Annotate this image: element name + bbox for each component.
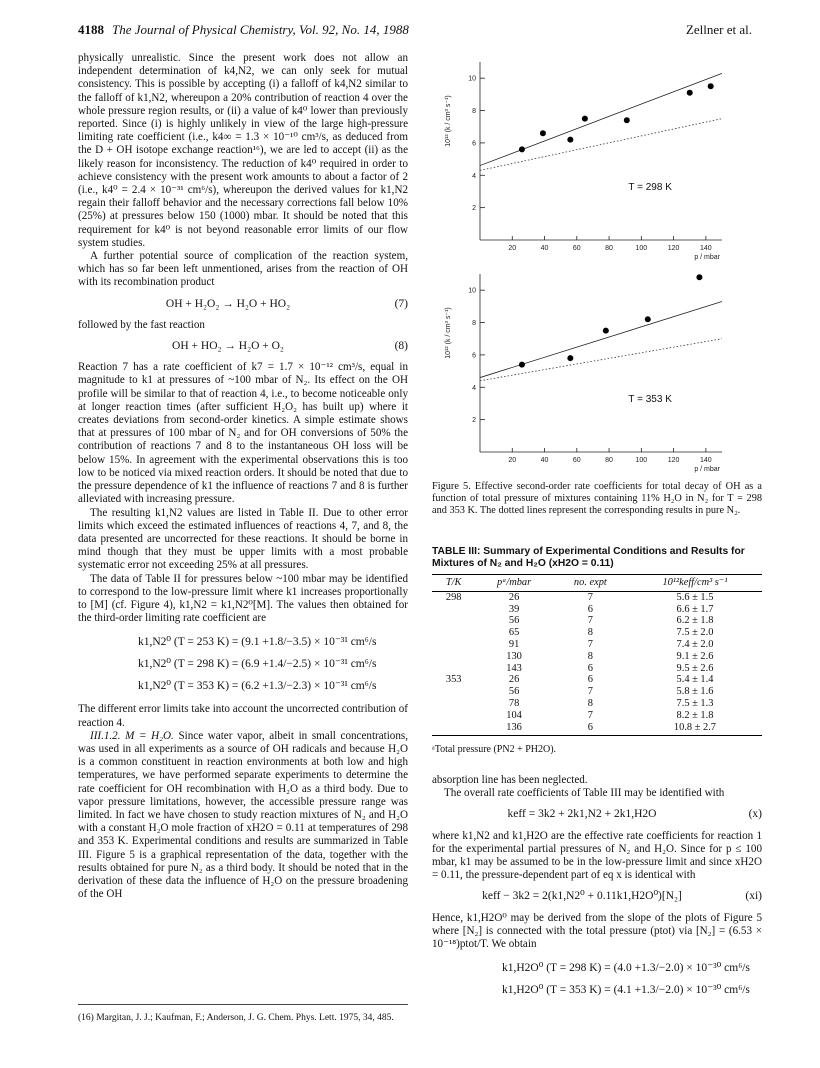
data-point <box>603 328 609 334</box>
author-header: Zellner et al. <box>685 22 752 37</box>
plot-353k <box>432 268 762 478</box>
table-row <box>432 686 762 698</box>
journal-name: The Journal of Physical Chemistry, Vol. 92, No. 14, 1988 <box>112 22 409 37</box>
equation-x <box>432 808 762 821</box>
y-tick-label: 2 <box>472 417 476 425</box>
table-cell: 8 <box>587 627 593 639</box>
equation-text: keff − 3k2 = 2(k1,N2⁰ + 0.11k1,H2O⁰)[N₂] <box>482 890 682 903</box>
data-point <box>696 274 702 280</box>
pure-n2-dotted-line <box>480 339 722 381</box>
table-cell: 91 <box>508 638 520 650</box>
equation-number: (x) <box>748 808 762 821</box>
table-title: TABLE III: Summary of Experimental Conditions and Results for Mixtures of N₂ and H₂O (xH2O = 0.11) <box>432 546 745 570</box>
paragraph: where k1,N2 and k1,H2O are the effective rate coefficients for reaction 1 for the experimental partial pressures of N₂ and H₂O. Since for p ≤ 100 mbar, k1 may be assumed to be in the low-pressure limit and since xH2O = 0.11, the pressure-dependent part of eq x is identical with <box>432 829 762 882</box>
table-row <box>432 710 762 722</box>
x-tick-label: 140 <box>700 245 712 252</box>
x-axis-label: p / mbar <box>694 466 720 473</box>
data-point <box>582 116 588 122</box>
paragraph: absorption line has been neglected. <box>432 774 588 786</box>
figure-caption: Figure 5. Effective second-order rate coefficients for total decay of OH as a function of total pressure of mixtures containing 11% H₂O in N₂ for T = 298 and 353 K. The dotted lines represent the corresponding results in pure N₂. <box>432 481 762 517</box>
y-tick-label: 10 <box>468 287 476 295</box>
table-cell <box>432 710 475 722</box>
table-cell: 56 <box>508 686 520 698</box>
fit-line <box>480 73 722 165</box>
equation-7 <box>78 298 408 311</box>
data-point <box>567 137 573 143</box>
table-cell <box>432 686 475 698</box>
table-header: T/K <box>432 575 475 592</box>
rate-coefficient-list <box>138 631 408 697</box>
y-axis-label: 10¹² (k / cm³ s⁻¹) <box>445 95 452 147</box>
x-tick-label: 20 <box>508 457 517 464</box>
y-tick-label: 6 <box>472 140 476 148</box>
table-row <box>432 722 762 736</box>
table-cell: 353 <box>445 674 462 686</box>
table-cell: 7 <box>587 638 593 650</box>
table-row <box>432 627 762 639</box>
table-row <box>432 639 762 651</box>
pure-n2-dotted-line <box>480 119 722 171</box>
paragraph: The resulting k1,N2 values are listed in Table II. Due to other error limits which exceed the estimated influences of reactions 4, 7, and 8, the data presented are uncorrected for these reactions. It should be borne in mind though that they must be upper limits with a most probable systematic error not exceeding 25% at all pressures. <box>78 506 408 572</box>
table-cell: 26 <box>508 591 520 603</box>
table-cell: 78 <box>508 697 520 709</box>
table-row <box>432 591 762 603</box>
table-cell <box>432 651 475 663</box>
table-cell: 130 <box>506 650 522 662</box>
x-tick-label: 80 <box>605 245 613 252</box>
paragraph: followed by the fast reaction <box>78 318 205 331</box>
figure-5-bottom <box>432 268 762 478</box>
table-cell: 39 <box>508 603 520 615</box>
result-298k: k1,H2O⁰ (T = 298 K) = (4.0 +1.3/−2.0) × 10⁻³⁰ cm⁶/s <box>502 962 750 975</box>
section-label: III.1.2. M = H₂O. <box>90 729 174 742</box>
y-tick-label: 10 <box>468 75 476 83</box>
table-cell: 9.5 ± 2.6 <box>676 662 714 674</box>
data-point <box>645 316 651 322</box>
rate-253k: k1,N2⁰ (T = 253 K) = (9.1 +1.8/−3.5) × 10⁻³¹ cm⁶/s <box>138 636 377 649</box>
result-353k: k1,H2O⁰ (T = 353 K) = (4.1 +1.3/−2.0) × 10⁻³⁰ cm⁶/s <box>502 984 750 997</box>
paragraph: Reaction 7 has a rate coefficient of k7 = 1.7 × 10⁻¹² cm³/s, equal in magnitude to k1 at pressures of ~100 mbar of N₂. Its effect on the OH profile will be similar to that of reaction 4, i.e., to become noticeable only at longer reaction times (after sufficient H₂O₂ has built up) where it creates deviations from second-order kinetics. A simple estimate shows that at pressures of 100 mbar of N₂ and for OH conversions of 50% the contribution of reactions 7 and 8 to the instantaneous OH loss will be below 15%. In agreement with the experimental observations this is too low to be noticed via mixed reaction orders. It should be noted that due to the pressure dependence of k1 the influence of reactions 7 and 8 is further alleviated with increasing pressure. <box>78 361 408 506</box>
data-point <box>540 130 546 136</box>
table-cell: 65 <box>508 627 520 639</box>
equation-text: OH + H₂O₂ → H₂O + HO₂ <box>165 297 291 310</box>
y-tick-label: 6 <box>472 352 476 360</box>
equation-8 <box>78 340 408 353</box>
left-column <box>78 52 408 901</box>
table-cell <box>432 604 475 616</box>
footnote: (16) Margitan, J. J.; Kaufman, F.; Anderson, J. G. Chem. Phys. Lett. 1975, 34, 485. <box>78 1004 408 1024</box>
x-tick-label: 40 <box>540 457 549 464</box>
y-tick-label: 2 <box>472 205 476 213</box>
paragraph: The different error limits take into account the uncorrected contribution of reaction 4. <box>78 703 408 729</box>
table-cell: 7 <box>587 615 593 627</box>
table-row <box>432 604 762 616</box>
table-cell: 9.1 ± 2.6 <box>676 650 714 662</box>
table-cell: 7.5 ± 2.0 <box>676 627 714 639</box>
table-cell: 7 <box>587 686 593 698</box>
table-cell: 8 <box>587 697 593 709</box>
table-cell <box>432 663 475 675</box>
data-point <box>687 90 693 96</box>
rate-298k: k1,N2⁰ (T = 298 K) = (6.9 +1.4/−2.5) × 10⁻³¹ cm⁶/s <box>138 658 377 671</box>
table-cell: 298 <box>445 591 462 603</box>
running-header <box>78 22 409 38</box>
table-cell: 7.4 ± 2.0 <box>676 638 714 650</box>
table-cell: 7 <box>587 709 593 721</box>
temperature-label: T = 353 K <box>628 393 672 405</box>
table-cell: 7 <box>587 591 593 603</box>
table-header: pᵃ/mbar <box>475 575 552 592</box>
equation-text: keff = 3k2 + 2k1,N2 + 2k1,H2O <box>507 808 657 821</box>
table-cell: 5.6 ± 1.5 <box>676 591 714 603</box>
table-row <box>432 651 762 663</box>
figure-5-top <box>432 56 762 266</box>
x-axis-label: p / mbar <box>694 254 720 261</box>
section-text: Since water vapor, albeit in small concentrations, was used in all experiments as a source of OH radicals and because H₂O is a common constituent in reaction environments at both low and high temperatures, we have performed separate experiments to determine the rate coefficient for OH recombination with H₂O as a third body. Due to vapor pressure limitations, however, the accessible pressure range was limited. In fact we have chosen to study reaction mixtures of N₂ and H₂O with a constant H₂O mole fraction of xH2O = 0.11 at temperatures of 298 and 353 K. Experimental conditions and results are summarized in Table III. Figure 5 is a graphical representation of the data, together with the results obtained for pure N₂ as a third body. It should be noted that in the derivation of these data the influence of H₂O on the pressure broadening of the OH <box>78 729 408 901</box>
y-tick-label: 8 <box>472 320 476 328</box>
equation-number: (8) <box>394 340 408 353</box>
right-column-body <box>432 774 762 1007</box>
x-tick-label: 100 <box>635 245 648 252</box>
x-tick-label: 80 <box>605 457 613 464</box>
paragraph: Hence, k1,H2O⁰ may be derived from the slope of the plots of Figure 5 where [N₂] is connected with the total pressure (ptot) via [N₂] = (6.53 × 10⁻¹⁸)ptot/T. We obtain <box>432 911 762 951</box>
data-point <box>624 117 630 123</box>
table-cell: 143 <box>506 662 522 674</box>
table-cell: 5.8 ± 1.6 <box>676 686 714 698</box>
table-row <box>432 615 762 627</box>
paragraph <box>78 730 408 902</box>
table-cell: 6.2 ± 1.8 <box>676 615 714 627</box>
data-point <box>519 146 525 152</box>
x-tick-label: 140 <box>700 457 712 464</box>
data-point <box>519 362 525 368</box>
x-tick-label: 120 <box>667 457 680 464</box>
paragraph: The overall rate coefficients of Table III may be identified with <box>444 787 725 800</box>
x-tick-label: 120 <box>667 245 680 252</box>
paragraph: A further potential source of complication of the reaction system, which has so far been left unmentioned, arises from the reaction of OH with its recombination product <box>78 250 408 289</box>
table-footnote: ᵃTotal pressure (PN2 + PH2O). <box>432 744 557 755</box>
table-header-row <box>432 575 762 592</box>
data-point <box>708 83 714 89</box>
table-body <box>432 591 762 736</box>
y-tick-label: 4 <box>472 384 476 392</box>
table-cell: 10.8 ± 2.7 <box>628 722 762 736</box>
table-cell: 26 <box>508 674 520 686</box>
table-cell: 8.2 ± 1.8 <box>676 709 714 721</box>
table-cell: 6.6 ± 1.7 <box>676 603 714 615</box>
temperature-label: T = 298 K <box>628 181 672 193</box>
table-cell: 136 <box>475 722 552 736</box>
table-iii <box>432 574 762 736</box>
fit-line <box>480 302 722 378</box>
x-tick-label: 60 <box>572 457 581 464</box>
table-cell: 6 <box>587 662 593 674</box>
table-cell: 8 <box>587 650 593 662</box>
table-cell: 56 <box>508 615 520 627</box>
x-tick-label: 40 <box>540 245 549 252</box>
equation-number: (xi) <box>745 890 762 903</box>
table-header: no. expt <box>553 575 628 592</box>
x-tick-label: 100 <box>635 457 648 464</box>
paragraph: The data of Table II for pressures below ~100 mbar may be identified to correspond to the low-pressure limit where k1 increases proportionally to [M] (cf. Figure 4), k1,N2 = k1,N2⁰[M]. The values then obtained for the third-order limiting rate coefficient are <box>78 572 408 625</box>
table-cell: 6 <box>587 603 593 615</box>
table-cell: 7.5 ± 1.3 <box>676 697 714 709</box>
table-cell: 6 <box>553 722 628 736</box>
table-row <box>432 674 762 686</box>
table-row <box>432 698 762 710</box>
table-row <box>432 663 762 675</box>
equation-text: OH + HO₂ → H₂O + O₂ <box>172 340 284 353</box>
y-tick-label: 8 <box>472 108 476 116</box>
data-point <box>567 355 573 361</box>
equation-number: (7) <box>394 297 408 310</box>
page-number: 4188 <box>78 22 104 37</box>
table-cell <box>432 698 475 710</box>
table-cell: 104 <box>506 709 522 721</box>
equation-xi <box>432 890 762 903</box>
paragraph: physically unrealistic. Since the present work does not allow an independent determination of k4,N2, we can only seek for mutual consistency. This is possible by accepting (i) a falloff of k4,N2 similar to the falloff of k1,N2, whereupon a 20% contribution of reaction 4 over the whole pressure region results, or (ii) a value of k4⁰ lower than previously reported. Since (i) is highly unlikely in view of the large high-pressure limiting rate coefficient (i.e., k4∞ = 1.3 × 10⁻¹⁰ cm³/s, as deduced from the D + OH isotope exchange reaction¹⁶), we are led to accept (ii) as the likely reason for inconsistency. The reduction of k4⁰ required in order to achieve consistency with the present work amounts to about a factor of 2 (i.e., k4⁰ = 2.4 × 10⁻³¹ cm⁶/s), whereupon the derived values for k1,N2 regain their falloff behavior and the necessary corrections fall below 10% (25%) at pressures below 150 (1000) mbar. It should be noted that this requirement for k4⁰ is not beyond reasonable error limits of our flow system studies. <box>78 52 408 249</box>
x-tick-label: 20 <box>508 245 517 252</box>
table-cell: 5.4 ± 1.4 <box>676 674 714 686</box>
table-cell <box>432 639 475 651</box>
result-list <box>502 957 762 1001</box>
y-axis-label: 10¹² (k / cm³ s⁻¹) <box>445 307 452 359</box>
x-tick-label: 60 <box>572 245 581 252</box>
table-cell <box>432 722 475 736</box>
table-cell <box>432 627 475 639</box>
table-header: 10¹²keff/cm³ s⁻¹ <box>628 575 762 592</box>
plot-298k <box>432 56 762 266</box>
table-cell <box>432 615 475 627</box>
rate-353k: k1,N2⁰ (T = 353 K) = (6.2 +1.3/−2.3) × 10⁻³¹ cm⁶/s <box>138 680 377 693</box>
table-cell: 6 <box>587 674 593 686</box>
y-tick-label: 4 <box>472 172 476 180</box>
